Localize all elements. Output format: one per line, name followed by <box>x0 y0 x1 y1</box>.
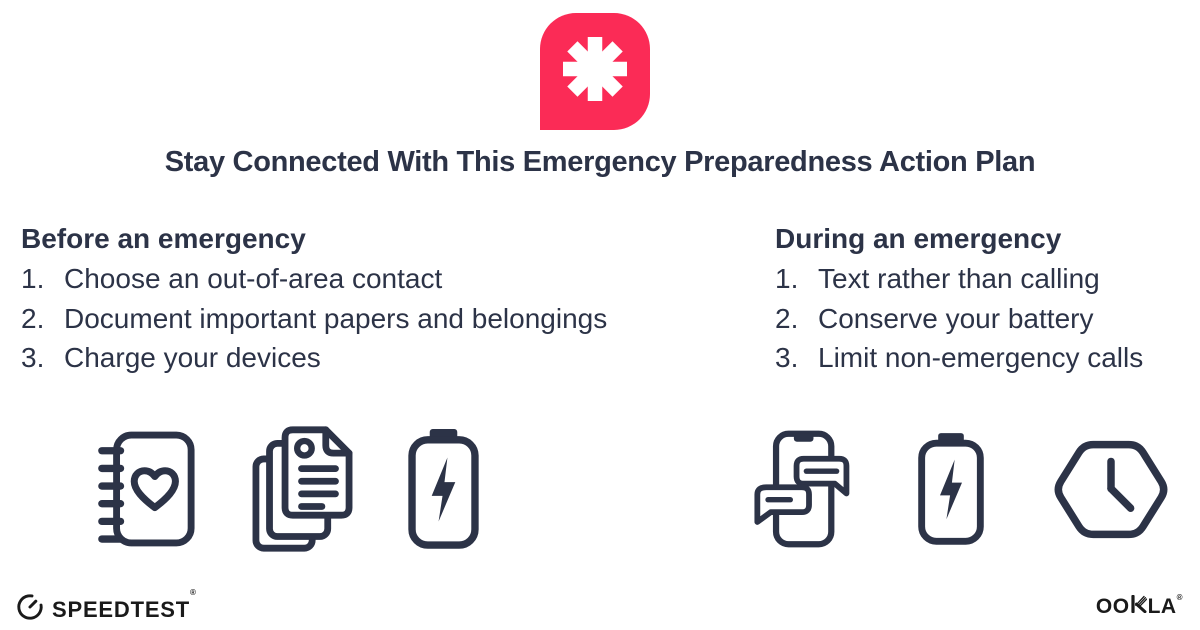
before-emergency-list <box>21 259 721 378</box>
during-emergency-icons <box>752 423 1170 555</box>
list-text: Conserve your battery <box>818 302 1094 334</box>
registered-mark: ® <box>190 587 197 597</box>
document-stack-icon <box>250 424 355 554</box>
before-emergency-column <box>21 219 721 378</box>
list-text: Choose an out-of-area contact <box>64 263 443 294</box>
emergency-asterisk-badge <box>540 13 650 130</box>
battery-charge-icon <box>408 429 479 549</box>
clock-hexagon-icon <box>1052 439 1170 540</box>
list-item <box>775 338 1185 378</box>
registered-mark: ® <box>1176 593 1183 602</box>
phone-text-messages-icon <box>752 427 850 551</box>
speedtest-gauge-icon <box>16 593 44 626</box>
list-number: 3. <box>775 342 799 373</box>
column-heading: During an emergency <box>775 223 1062 254</box>
speedtest-wordmark: SPEEDTEST® <box>52 587 197 622</box>
speedtest-logo <box>16 587 197 626</box>
list-number: 1. <box>775 263 799 294</box>
ookla-wordmark-left: OO <box>1095 595 1130 618</box>
during-emergency-list <box>775 259 1185 378</box>
list-item <box>21 299 721 339</box>
list-number: 1. <box>21 263 45 294</box>
ookla-wordmark-right: LA <box>1147 595 1177 618</box>
during-emergency-column <box>775 219 1185 378</box>
column-heading: Before an emergency <box>21 223 306 254</box>
list-text: Document important papers and belongings <box>64 302 608 334</box>
list-item <box>775 259 1185 299</box>
ookla-k-glyph-icon <box>1130 595 1148 619</box>
page-title: Stay Connected With This Emergency Preparedness Action Plan <box>164 146 1036 178</box>
list-number: 2. <box>21 302 45 334</box>
battery-charge-icon <box>918 429 984 549</box>
list-item <box>775 299 1185 339</box>
ookla-logo <box>1096 595 1183 619</box>
list-text: Charge your devices <box>64 342 321 373</box>
list-item <box>21 259 721 299</box>
contact-book-heart-icon <box>95 429 197 549</box>
asterisk-icon <box>563 37 627 106</box>
list-number: 3. <box>21 342 45 373</box>
list-text: Text rather than calling <box>818 263 1100 294</box>
list-text: Limit non-emergency calls <box>818 342 1144 373</box>
before-emergency-icons <box>95 423 479 555</box>
list-item <box>21 338 721 378</box>
list-number: 2. <box>775 302 799 334</box>
